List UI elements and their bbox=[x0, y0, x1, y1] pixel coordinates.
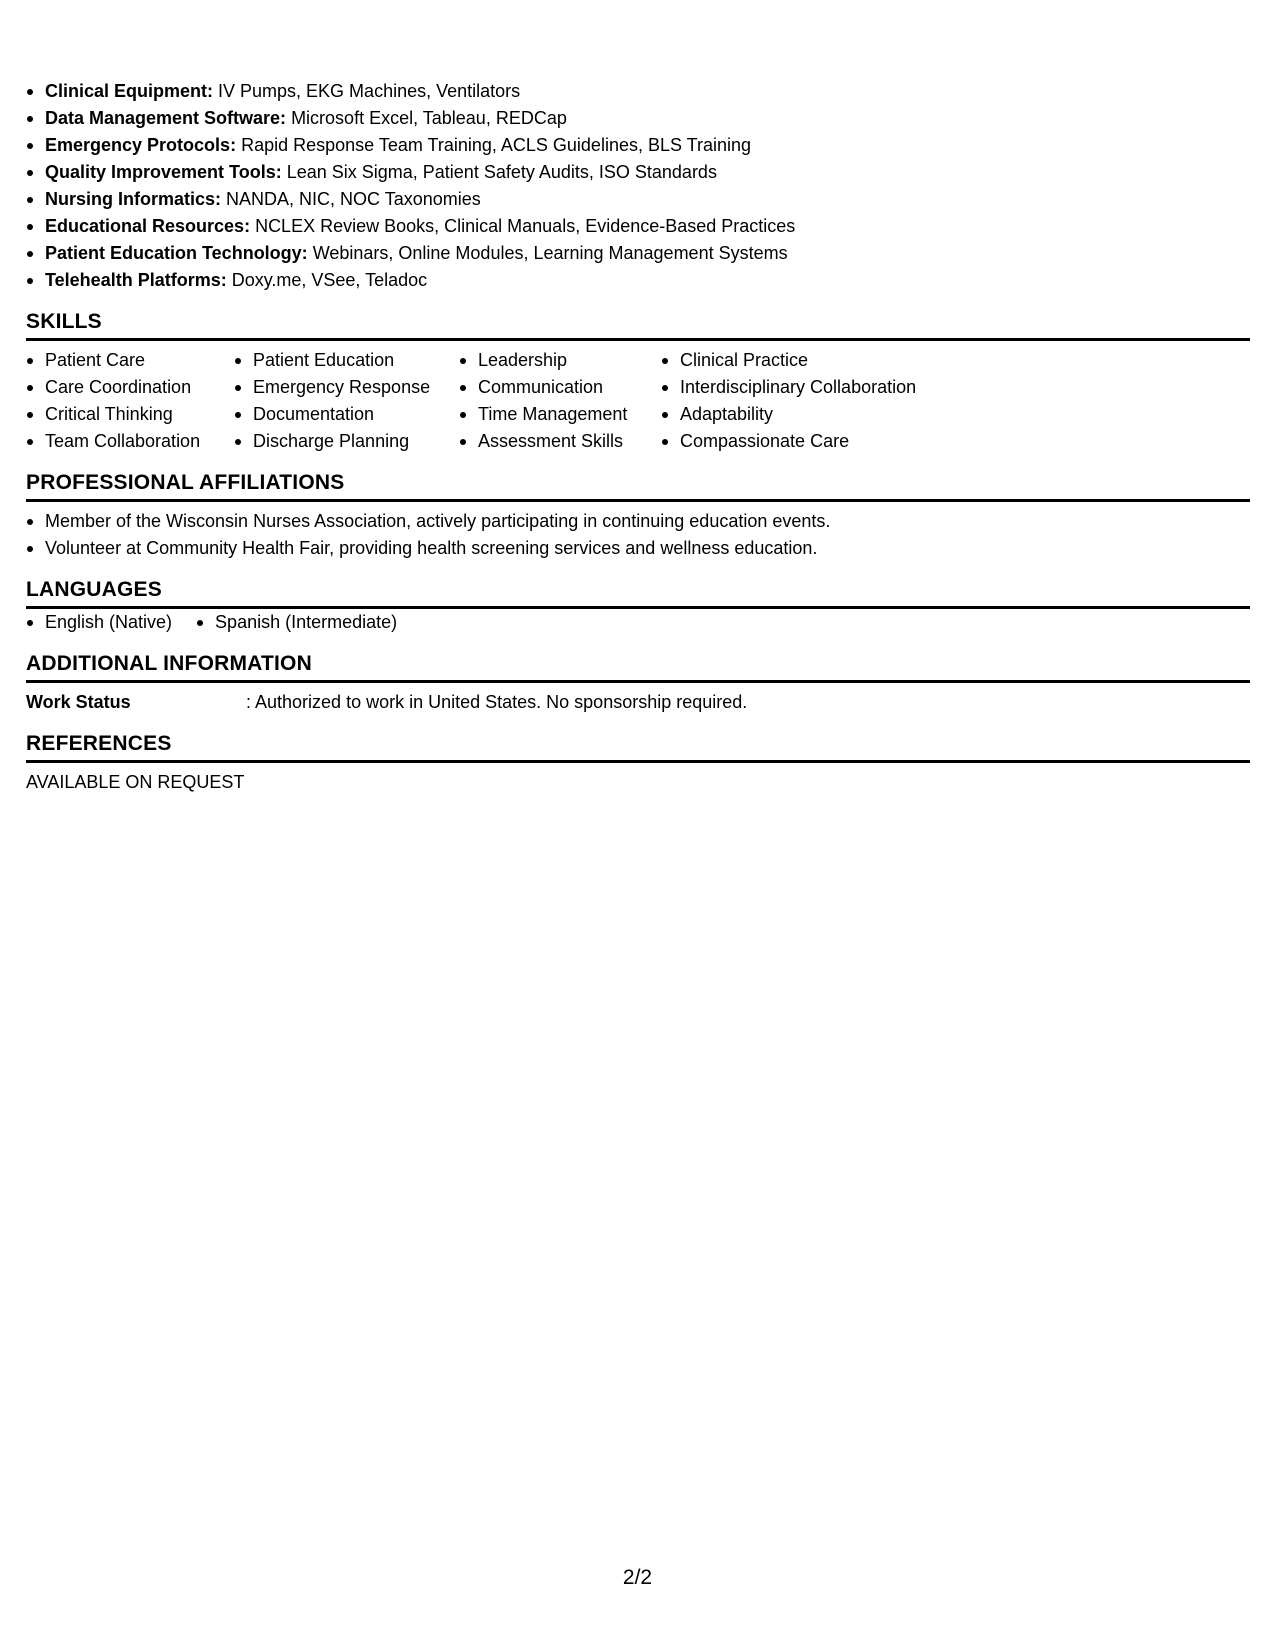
affiliations-list bbox=[26, 508, 1250, 562]
tool-value: NCLEX Review Books, Clinical Manuals, Evidence-Based Practices bbox=[250, 216, 796, 236]
list-item bbox=[26, 240, 1250, 267]
list-item: Volunteer at Community Health Fair, providing health screening services and wellness education. bbox=[26, 535, 1250, 562]
work-status-label: Work Status bbox=[26, 692, 131, 712]
skill-item: Clinical Practice bbox=[661, 347, 941, 374]
tool-value: Doxy.me, VSee, Teladoc bbox=[226, 270, 428, 290]
skill-item: Critical Thinking bbox=[26, 401, 234, 428]
affiliations-section bbox=[26, 469, 1250, 562]
skill-item: Emergency Response bbox=[234, 374, 459, 401]
skills-heading: SKILLS bbox=[26, 308, 1250, 341]
list-item bbox=[26, 159, 1250, 186]
skill-item: Discharge Planning bbox=[234, 428, 459, 455]
languages-list bbox=[26, 609, 1250, 636]
tool-label: Nursing Informatics: bbox=[45, 189, 222, 209]
skill-item: Patient Care bbox=[26, 347, 234, 374]
work-status-row bbox=[26, 689, 1250, 716]
languages-section bbox=[26, 576, 1250, 636]
skill-item: Compassionate Care bbox=[661, 428, 941, 455]
skill-item: Care Coordination bbox=[26, 374, 234, 401]
tool-label: Quality Improvement Tools: bbox=[45, 162, 282, 182]
references-section bbox=[26, 730, 1250, 796]
tool-value: Lean Six Sigma, Patient Safety Audits, ISO Standards bbox=[281, 162, 717, 182]
additional-info-heading: ADDITIONAL INFORMATION bbox=[26, 650, 1250, 683]
skills-grid bbox=[26, 347, 1250, 455]
skill-item: Interdisciplinary Collaboration bbox=[661, 374, 941, 401]
tool-value: Microsoft Excel, Tableau, REDCap bbox=[286, 108, 567, 128]
skill-item: Time Management bbox=[459, 401, 661, 428]
skill-item: Patient Education bbox=[234, 347, 459, 374]
languages-heading: LANGUAGES bbox=[26, 576, 1250, 609]
tool-value: NANDA, NIC, NOC Taxonomies bbox=[221, 189, 481, 209]
skills-column bbox=[26, 347, 234, 455]
language-item: Spanish (Intermediate) bbox=[196, 609, 397, 636]
additional-info-section bbox=[26, 650, 1250, 716]
tool-value: Rapid Response Team Training, ACLS Guidelines, BLS Training bbox=[236, 135, 752, 155]
affiliations-heading: PROFESSIONAL AFFILIATIONS bbox=[26, 469, 1250, 502]
skill-item: Team Collaboration bbox=[26, 428, 234, 455]
page-number: 2/2 bbox=[622, 1566, 653, 1589]
skill-item: Communication bbox=[459, 374, 661, 401]
skills-column bbox=[661, 347, 941, 455]
tools-list bbox=[26, 78, 1250, 294]
references-heading: REFERENCES bbox=[26, 730, 1250, 763]
tool-label: Data Management Software: bbox=[45, 108, 287, 128]
tool-value: Webinars, Online Modules, Learning Management Systems bbox=[307, 243, 788, 263]
list-item bbox=[26, 186, 1250, 213]
skills-column bbox=[234, 347, 459, 455]
tool-label: Educational Resources: bbox=[45, 216, 251, 236]
list-item bbox=[26, 213, 1250, 240]
list-item bbox=[26, 267, 1250, 294]
list-item: Member of the Wisconsin Nurses Association, actively participating in continuing education events. bbox=[26, 508, 1250, 535]
references-text: AVAILABLE ON REQUEST bbox=[26, 772, 245, 792]
skill-item: Leadership bbox=[459, 347, 661, 374]
skills-section bbox=[26, 308, 1250, 455]
work-status-value: : Authorized to work in United States. No sponsorship required. bbox=[246, 692, 748, 712]
list-item bbox=[26, 105, 1250, 132]
skills-column bbox=[459, 347, 661, 455]
tool-label: Telehealth Platforms: bbox=[45, 270, 227, 290]
tool-label: Patient Education Technology: bbox=[45, 243, 308, 263]
tool-value: IV Pumps, EKG Machines, Ventilators bbox=[213, 81, 521, 101]
tool-label: Clinical Equipment: bbox=[45, 81, 214, 101]
skill-item: Assessment Skills bbox=[459, 428, 661, 455]
skill-item: Documentation bbox=[234, 401, 459, 428]
language-item: English (Native) bbox=[26, 609, 172, 636]
tool-label: Emergency Protocols: bbox=[45, 135, 237, 155]
skill-item: Adaptability bbox=[661, 401, 941, 428]
resume-page bbox=[26, 78, 1250, 796]
list-item bbox=[26, 132, 1250, 159]
list-item bbox=[26, 78, 1250, 105]
